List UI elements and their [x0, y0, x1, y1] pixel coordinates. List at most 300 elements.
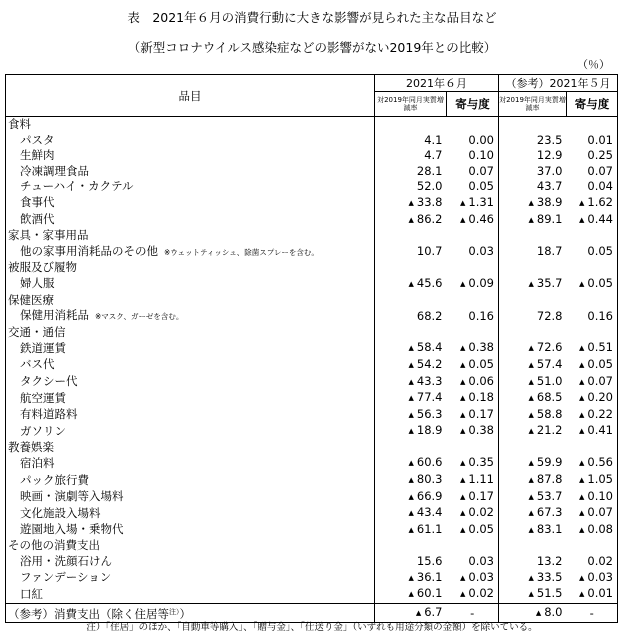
category-name — [6, 260, 375, 276]
table-body — [6, 117, 618, 623]
category-name — [6, 538, 375, 554]
contribution-2021-05 — [567, 195, 618, 212]
item-name — [6, 423, 375, 440]
negative-marker-icon: ▲ — [460, 427, 466, 436]
negative-marker-icon: ▲ — [415, 609, 422, 618]
item-name-text: 交通・通信 — [8, 324, 66, 339]
value-text: 72.6 — [536, 340, 563, 355]
value-text: 35.7 — [536, 275, 563, 290]
change-2021-06: 52.0 — [416, 179, 443, 194]
change-2021-05 — [499, 522, 567, 539]
reference-note-mark: 注） — [169, 607, 180, 616]
value-text: 60.6 — [416, 455, 443, 470]
contribution-2021-05: 0.16 — [567, 308, 618, 325]
contribution-2021-06 — [447, 195, 499, 212]
table-row — [6, 522, 618, 539]
item-name — [6, 586, 375, 603]
change-2021-05 — [499, 212, 567, 229]
empty-cell — [375, 325, 447, 341]
item-name — [6, 374, 375, 391]
negative-marker-icon: ▲ — [528, 377, 534, 386]
negative-marker-icon: ▲ — [408, 394, 414, 403]
change-2021-06: 68.2 — [416, 308, 443, 323]
negative-marker-icon: ▲ — [408, 344, 414, 353]
value-text: 89.1 — [536, 211, 563, 226]
table-row — [6, 423, 618, 440]
change-2021-05 — [499, 472, 567, 489]
value-text: 0.06 — [468, 373, 494, 388]
contribution-2021-05: 0.01 — [567, 133, 618, 149]
change-2021-05 — [499, 276, 567, 293]
table-row — [6, 195, 618, 212]
value-text: 0.09 — [468, 275, 494, 290]
negative-marker-icon: ▲ — [579, 377, 585, 386]
reference-close: ） — [179, 606, 191, 621]
change-2021-05 — [499, 570, 567, 587]
negative-marker-icon: ▲ — [460, 410, 466, 419]
value-text: 0.46 — [468, 211, 494, 226]
contribution-2021-06 — [447, 489, 499, 506]
contribution-2021-05 — [567, 570, 618, 587]
negative-marker-icon: ▲ — [528, 410, 534, 419]
table-subtitle: （新型コロナウイルス感染症などの影響がない2019年との比較） — [127, 40, 497, 55]
negative-marker-icon: ▲ — [460, 344, 466, 353]
empty-cell — [499, 440, 567, 456]
item-name-text: 宿泊料 — [20, 455, 55, 470]
contribution-2021-05 — [567, 276, 618, 293]
item-name-text: 保健医療 — [8, 292, 54, 307]
negative-marker-icon: ▲ — [460, 525, 466, 534]
change-2021-06: 10.7 — [416, 244, 443, 259]
negative-marker-icon: ▲ — [408, 410, 414, 419]
contribution-2021-06 — [447, 340, 499, 357]
empty-cell — [499, 117, 567, 133]
value-text: 0.02 — [468, 505, 494, 520]
value-text: 8.0 — [544, 605, 563, 620]
value-text: 66.9 — [416, 488, 443, 503]
table-row — [6, 244, 618, 261]
negative-marker-icon: ▲ — [528, 215, 534, 224]
change-2021-05: 18.7 — [536, 244, 563, 259]
category-row — [6, 538, 618, 554]
value-text: 0.05 — [468, 521, 494, 536]
change-2021-05 — [499, 505, 567, 522]
negative-marker-icon: ▲ — [579, 427, 585, 436]
negative-marker-icon: ▲ — [460, 509, 466, 518]
category-row — [6, 228, 618, 244]
category-name — [6, 440, 375, 456]
contribution-2021-06 — [447, 390, 499, 407]
value-text: 0.07 — [587, 505, 613, 520]
item-name — [6, 212, 375, 229]
negative-marker-icon: ▲ — [579, 573, 585, 582]
table-row — [6, 212, 618, 229]
empty-cell — [375, 538, 447, 554]
table-row — [6, 133, 618, 149]
empty-cell — [375, 440, 447, 456]
negative-marker-icon: ▲ — [528, 360, 534, 369]
item-note: ※マスク、ガーゼを含む。 — [95, 312, 184, 322]
empty-cell — [447, 538, 499, 554]
item-name — [6, 505, 375, 522]
negative-marker-icon: ▲ — [528, 344, 534, 353]
change-2021-05 — [499, 586, 567, 603]
header-contribution-2: 寄与度 — [567, 92, 618, 117]
value-text: 0.10 — [587, 488, 613, 503]
value-text: 0.08 — [587, 521, 613, 536]
category-row — [6, 293, 618, 309]
contribution-2021-06 — [447, 455, 499, 472]
change-2021-05 — [499, 340, 567, 357]
value-text: 1.62 — [587, 194, 613, 209]
table-row — [6, 179, 618, 195]
value-text: 87.8 — [536, 472, 563, 487]
value-text: 18.9 — [416, 423, 443, 438]
negative-marker-icon: ▲ — [579, 525, 585, 534]
item-name-text: バス代 — [20, 357, 55, 372]
contribution-2021-06 — [447, 472, 499, 489]
change-2021-06 — [375, 374, 447, 391]
change-2021-06 — [375, 522, 447, 539]
negative-marker-icon: ▲ — [528, 492, 534, 501]
item-name — [6, 340, 375, 357]
change-2021-05: 72.8 — [536, 308, 563, 323]
item-name — [6, 522, 375, 539]
item-name — [6, 357, 375, 374]
value-text: 0.03 — [587, 569, 613, 584]
change-2021-06: 4.1 — [424, 132, 443, 147]
value-text: 6.7 — [424, 605, 443, 620]
contribution-2021-05: 0.04 — [567, 179, 618, 195]
contribution-2021-05 — [567, 522, 618, 539]
contribution-2021-05: 0.05 — [567, 244, 618, 261]
negative-marker-icon: ▲ — [579, 344, 585, 353]
contribution-2021-06 — [447, 505, 499, 522]
change-2021-06 — [375, 212, 447, 229]
negative-marker-icon: ▲ — [528, 590, 534, 599]
empty-cell — [447, 293, 499, 309]
item-name — [6, 455, 375, 472]
change-2021-06 — [375, 489, 447, 506]
value-text: 0.41 — [587, 423, 613, 438]
change-2021-06 — [375, 423, 447, 440]
empty-cell — [567, 440, 618, 456]
negative-marker-icon: ▲ — [408, 377, 414, 386]
item-name — [6, 148, 375, 164]
value-text: 0.20 — [587, 390, 613, 405]
change-2021-05 — [499, 390, 567, 407]
category-name — [6, 293, 375, 309]
change-2021-05 — [499, 407, 567, 424]
table-row — [6, 340, 618, 357]
empty-cell — [375, 228, 447, 244]
header-contribution-1: 寄与度 — [447, 92, 499, 117]
negative-marker-icon: ▲ — [579, 198, 585, 207]
negative-marker-icon: ▲ — [408, 476, 414, 485]
item-name — [6, 276, 375, 293]
negative-marker-icon: ▲ — [408, 509, 414, 518]
empty-cell — [375, 293, 447, 309]
change-2021-06 — [375, 455, 447, 472]
reference-label: （参考）消費支出（除く住居等 — [8, 606, 169, 621]
item-name-text: 教養娯楽 — [8, 439, 54, 454]
item-name — [6, 472, 375, 489]
negative-marker-icon: ▲ — [408, 279, 414, 288]
value-text: 0.18 — [468, 390, 494, 405]
item-name-text: 家具・家事用品 — [8, 228, 89, 243]
table-row — [6, 472, 618, 489]
item-name-text: 飲酒代 — [20, 212, 55, 227]
negative-marker-icon: ▲ — [408, 198, 414, 207]
change-2021-06 — [375, 407, 447, 424]
change-2021-06 — [375, 390, 447, 407]
item-name — [6, 390, 375, 407]
value-text: 0.05 — [468, 356, 494, 371]
value-text: 59.9 — [536, 455, 563, 470]
negative-marker-icon: ▲ — [528, 459, 534, 468]
change-2021-05 — [499, 489, 567, 506]
value-text: 61.1 — [416, 521, 443, 536]
value-text: 0.22 — [587, 406, 613, 421]
item-name-text: ガソリン — [20, 423, 66, 438]
empty-cell — [447, 117, 499, 133]
table-row — [6, 570, 618, 587]
negative-marker-icon: ▲ — [460, 198, 466, 207]
category-name — [6, 325, 375, 341]
value-text: 58.4 — [416, 340, 443, 355]
item-name — [6, 554, 375, 570]
contribution-2021-06: 0.05 — [447, 179, 499, 195]
header-change-2: 対2019年同月実質増減率 — [499, 92, 567, 117]
table-row — [6, 308, 618, 325]
table-row — [6, 554, 618, 570]
change-2021-06: 4.7 — [424, 148, 443, 163]
contribution-2021-05 — [567, 340, 618, 357]
table-row — [6, 164, 618, 180]
negative-marker-icon: ▲ — [460, 360, 466, 369]
change-2021-05 — [499, 195, 567, 212]
contribution-2021-05 — [567, 472, 618, 489]
item-name — [6, 195, 375, 212]
empty-cell — [567, 325, 618, 341]
change-2021-06: 28.1 — [416, 163, 443, 178]
negative-marker-icon: ▲ — [579, 492, 585, 501]
contribution-2021-05: 0.25 — [567, 148, 618, 164]
value-text: 51.0 — [536, 373, 563, 388]
table-row — [6, 586, 618, 603]
empty-cell — [567, 117, 618, 133]
table-row — [6, 505, 618, 522]
value-text: 0.35 — [468, 455, 494, 470]
value-text: 0.05 — [587, 275, 613, 290]
header-change-1: 対2019年同月実質増減率 — [375, 92, 447, 117]
empty-cell — [499, 293, 567, 309]
contribution-2021-05 — [567, 455, 618, 472]
change-2021-05 — [499, 423, 567, 440]
empty-cell — [567, 293, 618, 309]
negative-marker-icon: ▲ — [579, 590, 585, 599]
item-name-text: 映画・演劇等入場料 — [20, 489, 124, 504]
value-text: 1.05 — [587, 472, 613, 487]
contribution-2021-06: 0.10 — [447, 148, 499, 164]
contribution-2021-06 — [447, 423, 499, 440]
value-text: 0.07 — [587, 373, 613, 388]
contribution-2021-06: 0.03 — [447, 244, 499, 261]
item-name-text: 冷凍調理食品 — [20, 163, 89, 178]
item-name-text: 有料道路料 — [20, 407, 78, 422]
value-text: 0.17 — [468, 488, 494, 503]
value-text: 80.3 — [416, 472, 443, 487]
negative-marker-icon: ▲ — [408, 590, 414, 599]
value-text: 0.02 — [468, 586, 494, 601]
contribution-2021-06 — [447, 374, 499, 391]
change-2021-06 — [375, 505, 447, 522]
negative-marker-icon: ▲ — [579, 410, 585, 419]
value-text: 0.05 — [587, 356, 613, 371]
change-2021-06 — [375, 357, 447, 374]
item-name-text: 航空運賃 — [20, 390, 66, 405]
item-name-text: 食事代 — [20, 195, 55, 210]
contribution-2021-06 — [447, 212, 499, 229]
item-name — [6, 164, 375, 180]
negative-marker-icon: ▲ — [460, 459, 466, 468]
negative-marker-icon: ▲ — [528, 427, 534, 436]
change-2021-05 — [499, 455, 567, 472]
negative-marker-icon: ▲ — [460, 590, 466, 599]
negative-marker-icon: ▲ — [528, 525, 534, 534]
change-2021-06 — [375, 586, 447, 603]
item-name-text: 文化施設入場料 — [20, 505, 101, 520]
negative-marker-icon: ▲ — [460, 573, 466, 582]
negative-marker-icon: ▲ — [460, 476, 466, 485]
contribution-2021-06 — [447, 522, 499, 539]
item-name-text: 食料 — [8, 117, 31, 131]
value-text: 33.5 — [536, 569, 563, 584]
negative-marker-icon: ▲ — [408, 573, 414, 582]
value-text: 43.3 — [416, 373, 443, 388]
empty-cell — [447, 228, 499, 244]
category-row — [6, 325, 618, 341]
value-text: 56.3 — [416, 406, 443, 421]
value-text: 83.1 — [536, 521, 563, 536]
empty-cell — [375, 117, 447, 133]
table-row — [6, 374, 618, 391]
negative-marker-icon: ▲ — [579, 215, 585, 224]
item-name — [6, 570, 375, 587]
change-2021-06: 15.6 — [416, 554, 443, 569]
item-name — [6, 179, 375, 195]
value-text: 33.8 — [416, 194, 443, 209]
value-text: 38.9 — [536, 194, 563, 209]
contribution-2021-06 — [447, 570, 499, 587]
change-2021-05 — [499, 374, 567, 391]
contribution-2021-05: 0.07 — [567, 164, 618, 180]
contribution-2021-06: 0.07 — [447, 164, 499, 180]
empty-cell — [567, 538, 618, 554]
contribution-2021-05 — [567, 212, 618, 229]
value-text: 0.44 — [587, 211, 613, 226]
negative-marker-icon: ▲ — [528, 279, 534, 288]
change-2021-05: 12.9 — [536, 148, 563, 163]
unit-label: （％） — [577, 58, 610, 71]
value-text: 77.4 — [416, 390, 443, 405]
change-2021-05: 23.5 — [536, 132, 563, 147]
contribution-2021-05 — [567, 586, 618, 603]
value-text: 0.56 — [587, 455, 613, 470]
contribution-2021-05: 0.02 — [567, 554, 618, 570]
item-name-text: チューハイ・カクテル — [20, 179, 134, 194]
negative-marker-icon: ▲ — [408, 360, 414, 369]
contribution-2021-06 — [447, 586, 499, 603]
negative-marker-icon: ▲ — [528, 198, 534, 207]
negative-marker-icon: ▲ — [528, 509, 534, 518]
change-2021-05: 13.2 — [536, 554, 563, 569]
value-text: 60.1 — [416, 586, 443, 601]
item-name-text: 婦人服 — [20, 276, 55, 291]
item-name-text: 保健用消耗品 — [20, 308, 89, 323]
value-text: 0.03 — [468, 569, 494, 584]
change-2021-06 — [375, 340, 447, 357]
value-text: 67.3 — [536, 505, 563, 520]
negative-marker-icon: ▲ — [460, 377, 466, 386]
table-row — [6, 489, 618, 506]
negative-marker-icon: ▲ — [579, 394, 585, 403]
item-name — [6, 133, 375, 149]
negative-marker-icon: ▲ — [528, 394, 534, 403]
contribution-2021-05 — [567, 374, 618, 391]
change-2021-05: 43.7 — [536, 179, 563, 194]
contribution-2021-06 — [447, 407, 499, 424]
negative-marker-icon: ▲ — [460, 279, 466, 288]
negative-marker-icon: ▲ — [579, 360, 585, 369]
negative-marker-icon: ▲ — [460, 492, 466, 501]
table-title: 表 2021年６月の消費行動に大きな影響が見られた主な品目など — [127, 10, 497, 25]
empty-cell — [567, 228, 618, 244]
contribution-2021-05 — [567, 357, 618, 374]
contribution-2021-05 — [567, 407, 618, 424]
negative-marker-icon: ▲ — [535, 609, 542, 618]
item-name-text: その他の消費支出 — [8, 538, 100, 553]
empty-cell — [447, 325, 499, 341]
change-2021-06 — [375, 276, 447, 293]
value-text: 43.4 — [416, 505, 443, 520]
item-name-text: 被服及び履物 — [8, 260, 77, 275]
negative-marker-icon: ▲ — [408, 215, 414, 224]
value-text: 51.5 — [536, 586, 563, 601]
contribution-2021-06: 0.00 — [447, 133, 499, 149]
empty-cell — [375, 260, 447, 276]
negative-marker-icon: ▲ — [408, 492, 414, 501]
empty-cell — [499, 260, 567, 276]
table-row — [6, 407, 618, 424]
contribution-2021-05: - — [567, 603, 618, 622]
negative-marker-icon: ▲ — [579, 279, 585, 288]
negative-marker-icon: ▲ — [579, 459, 585, 468]
category-name — [6, 228, 375, 244]
category-row — [6, 117, 618, 133]
category-row — [6, 260, 618, 276]
empty-cell — [567, 260, 618, 276]
item-name-text: 遊園地入場・乗物代 — [20, 522, 124, 537]
change-2021-06 — [375, 195, 447, 212]
negative-marker-icon: ▲ — [408, 427, 414, 436]
header-item: 品目 — [6, 75, 375, 117]
value-text: 0.01 — [587, 586, 613, 601]
value-text: 57.4 — [536, 356, 563, 371]
item-name-text: 鉄道運賃 — [20, 340, 66, 355]
item-name — [6, 407, 375, 424]
value-text: 54.2 — [416, 356, 443, 371]
